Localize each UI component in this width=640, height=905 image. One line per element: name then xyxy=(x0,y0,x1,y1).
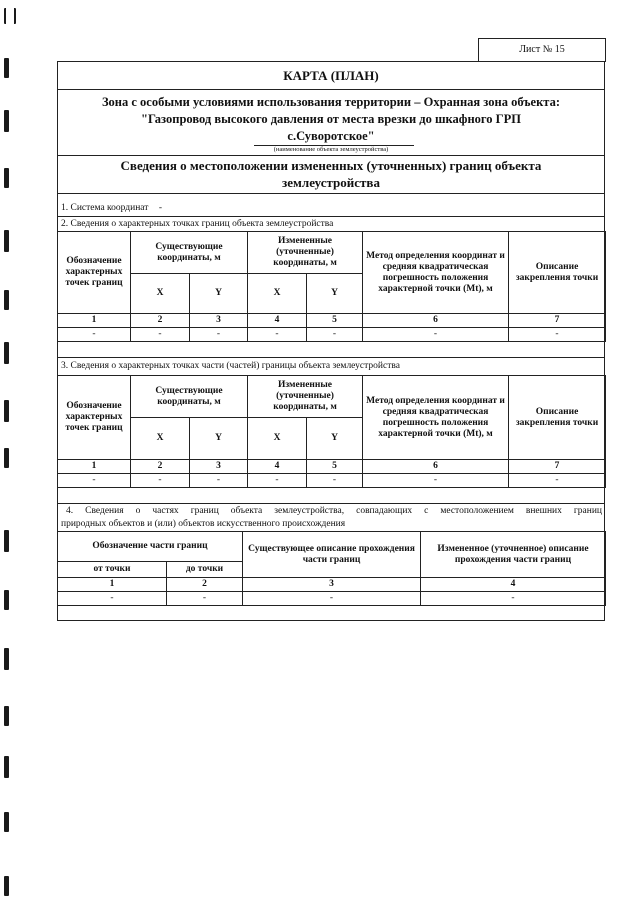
object-caption: (наименование объекта землеустройства) xyxy=(273,146,389,153)
column-number: 2 xyxy=(167,578,243,592)
binder-mark xyxy=(4,400,9,422)
table4-caption-line2: природных объектов и (или) объектов искусственного происхождения xyxy=(61,519,346,529)
coordinate-system xyxy=(61,203,162,213)
table-cell: - xyxy=(58,328,131,342)
binder-mark xyxy=(4,448,9,468)
header-from-point: от точки xyxy=(58,562,167,578)
header-method: Метод определения координат и средняя квадратическая погрешность положения характерной точки (Mt), м xyxy=(363,232,509,314)
table-cell: - xyxy=(167,592,243,606)
binder-mark xyxy=(4,8,16,24)
boundary-parts-table xyxy=(57,531,606,606)
column-number: 2 xyxy=(131,314,190,328)
table-row xyxy=(58,328,606,342)
divider xyxy=(58,503,604,504)
column-number: 1 xyxy=(58,578,167,592)
header-existing-description: Существующее описание прохождения части границ xyxy=(243,532,421,578)
column-number: 4 xyxy=(248,314,307,328)
table-cell: - xyxy=(131,328,190,342)
table-row xyxy=(58,592,606,606)
binder-mark xyxy=(4,168,9,188)
divider xyxy=(58,89,604,90)
binder-mark xyxy=(4,706,9,726)
characteristic-points-table xyxy=(57,231,606,342)
header-designation: Обозначение характерных точек границ xyxy=(58,376,131,460)
binder-mark xyxy=(4,110,9,132)
header-y: Y xyxy=(190,418,248,460)
divider xyxy=(58,216,604,217)
header-description: Описание закрепления точки xyxy=(509,376,606,460)
table-cell: - xyxy=(307,328,363,342)
section-title-line2: землеустройства xyxy=(282,175,380,190)
header-x: X xyxy=(248,418,307,460)
table2-caption: 2. Сведения о характерных точках границ объекта землеустройства xyxy=(61,219,334,229)
binder-mark xyxy=(4,290,9,310)
column-number: 6 xyxy=(363,460,509,474)
table-cell: - xyxy=(421,592,606,606)
divider xyxy=(58,155,604,156)
column-number: 1 xyxy=(58,314,131,328)
table-cell: - xyxy=(131,474,190,488)
header-to-point: до точки xyxy=(167,562,243,578)
header-y: Y xyxy=(307,274,363,314)
sheet-number: Лист № 15 xyxy=(478,38,606,62)
column-number: 3 xyxy=(190,314,248,328)
column-number: 1 xyxy=(58,460,131,474)
binder-mark xyxy=(4,812,9,832)
header-method: Метод определения координат и средняя квадратическая погрешность положения характерной точки (Mt), м xyxy=(363,376,509,460)
zone-description-line1: Зона с особыми условиями использования территории – Охранная зона объекта: xyxy=(101,95,561,109)
coordinate-system-value: - xyxy=(158,203,162,213)
table-row xyxy=(58,474,606,488)
table-cell: - xyxy=(58,592,167,606)
column-number: 7 xyxy=(509,314,606,328)
column-number: 3 xyxy=(243,578,421,592)
header-y: Y xyxy=(190,274,248,314)
section-title-line1: Сведения о местоположении измененных (уточненных) границ объекта xyxy=(120,158,542,173)
binder-mark xyxy=(4,648,9,670)
header-changed-coordinates: Измененные (уточненные) координаты, м xyxy=(248,376,363,418)
binder-mark xyxy=(4,530,9,552)
zone-description-line2: "Газопровод высокого давления от места врезки до шкафного ГРП xyxy=(141,112,521,126)
binder-mark xyxy=(4,590,9,610)
header-x: X xyxy=(131,418,190,460)
column-number: 5 xyxy=(307,314,363,328)
table3-caption: 3. Сведения о характерных точках части (частей) границы объекта землеустройства xyxy=(61,361,400,371)
binder-mark xyxy=(4,876,9,896)
table-cell: - xyxy=(243,592,421,606)
header-changed-coordinates: Измененные (уточненные) координаты, м xyxy=(248,232,363,274)
column-number: 4 xyxy=(421,578,606,592)
document-frame xyxy=(57,61,605,621)
binder-mark xyxy=(4,230,9,252)
header-part: Обозначение части границ xyxy=(58,532,243,562)
column-number: 7 xyxy=(509,460,606,474)
table-cell: - xyxy=(307,474,363,488)
table-cell: - xyxy=(509,328,606,342)
table-cell: - xyxy=(190,328,248,342)
table-cell: - xyxy=(363,474,509,488)
column-number: 4 xyxy=(248,460,307,474)
header-existing-coordinates: Существующие координаты, м xyxy=(131,232,248,274)
column-number: 3 xyxy=(190,460,248,474)
table-cell: - xyxy=(509,474,606,488)
page-title: КАРТА (ПЛАН) xyxy=(283,68,379,83)
table-cell: - xyxy=(58,474,131,488)
table4-caption-line1: 4. Сведения о частях границ объекта землеустройства, совпадающих с местоположением внешних границ xyxy=(66,506,602,516)
column-number: 2 xyxy=(131,460,190,474)
table-cell: - xyxy=(248,328,307,342)
column-number: 5 xyxy=(307,460,363,474)
binder-mark xyxy=(4,342,9,364)
header-description: Описание закрепления точки xyxy=(509,232,606,314)
binder-mark xyxy=(4,58,9,78)
column-number: 6 xyxy=(363,314,509,328)
table-cell: - xyxy=(190,474,248,488)
table-cell: - xyxy=(248,474,307,488)
divider xyxy=(58,357,604,358)
zone-description-line3: с.Суворотское" xyxy=(287,129,375,143)
table-cell: - xyxy=(363,328,509,342)
header-changed-description: Измененное (уточненное) описание прохождения части границ xyxy=(421,532,606,578)
header-designation: Обозначение характерных точек границ xyxy=(58,232,131,314)
binder-mark xyxy=(4,756,9,778)
divider xyxy=(58,193,604,194)
header-x: X xyxy=(131,274,190,314)
header-y: Y xyxy=(307,418,363,460)
coordinate-system-label: 1. Система координат xyxy=(61,203,149,213)
part-points-table xyxy=(57,375,606,488)
header-x: X xyxy=(248,274,307,314)
header-existing-coordinates: Существующие координаты, м xyxy=(131,376,248,418)
